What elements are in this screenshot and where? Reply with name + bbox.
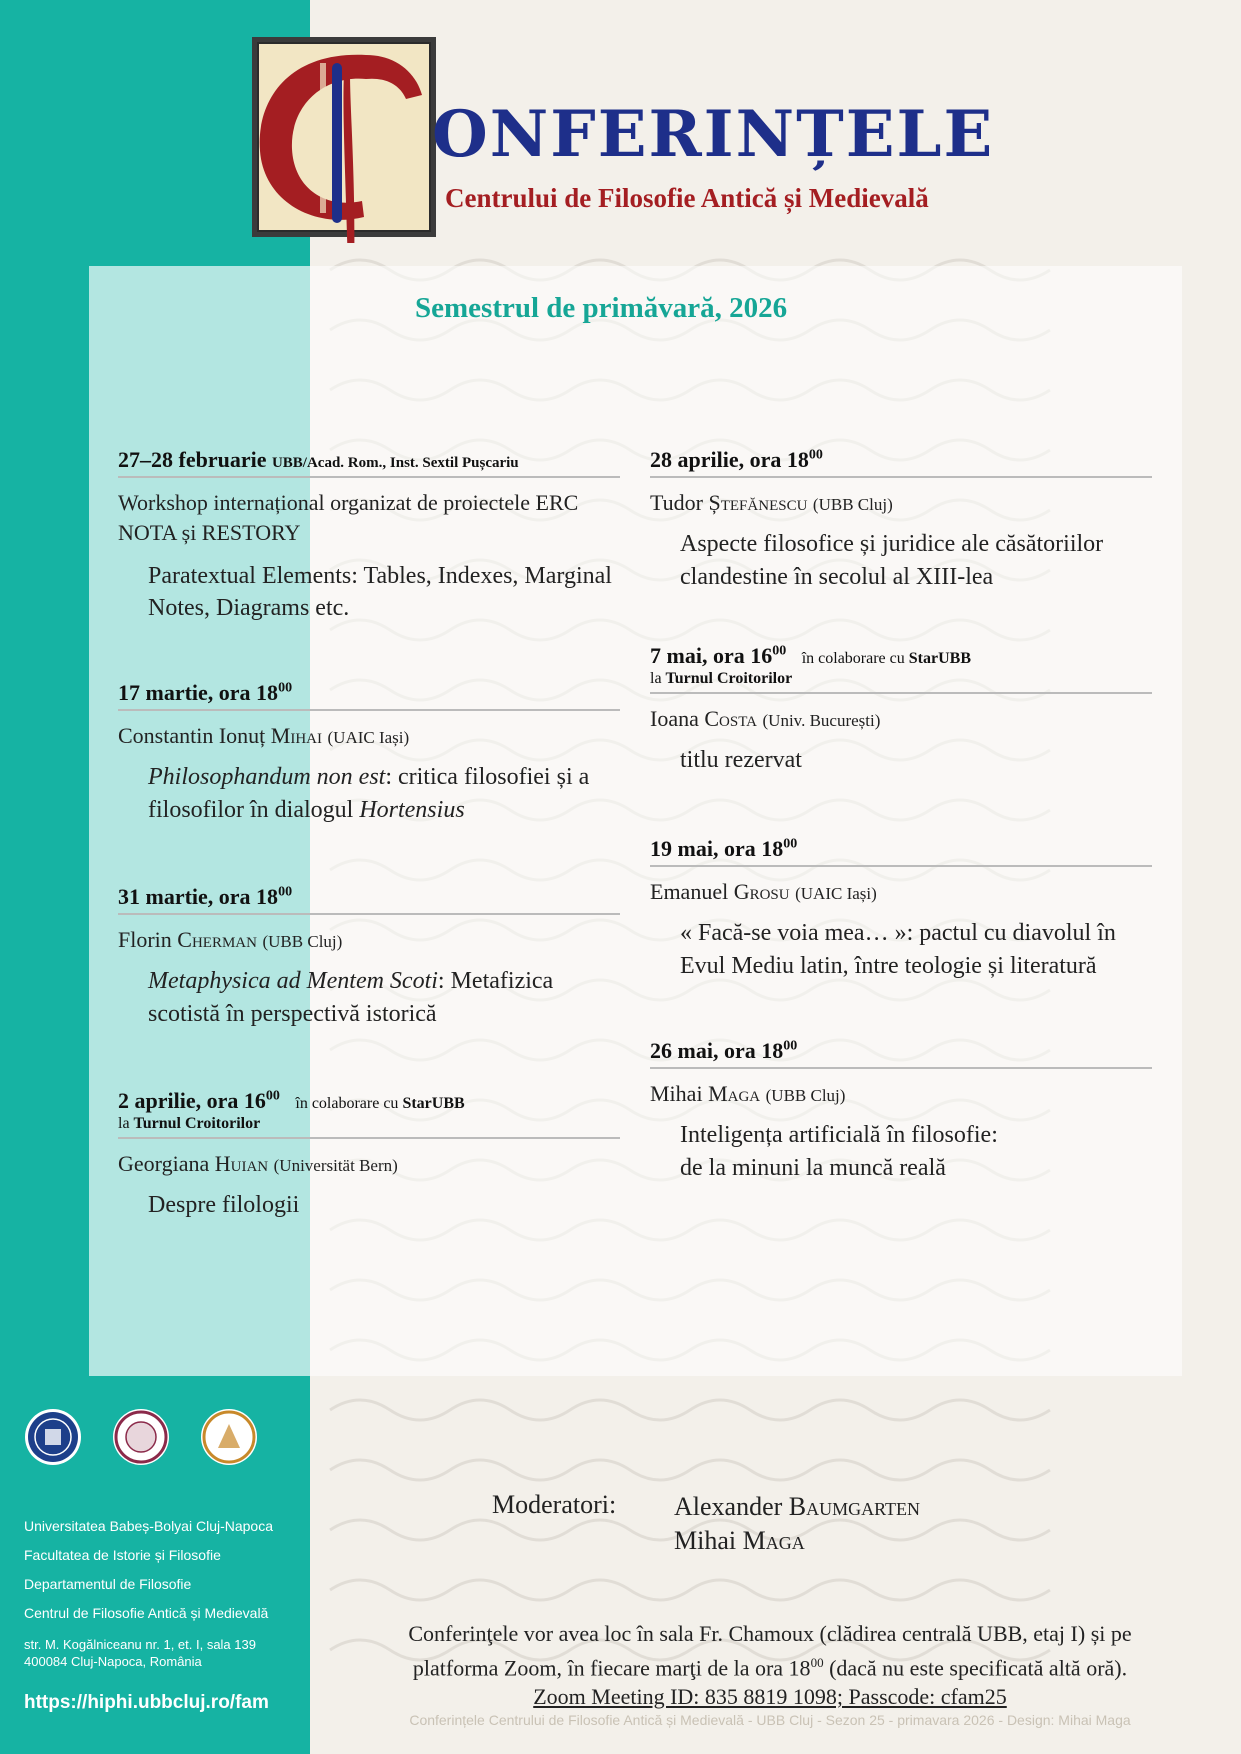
event-title-line: de la minuni la muncă reală xyxy=(680,1154,946,1181)
event-speaker xyxy=(118,723,620,749)
page-title: ONFERINȚELE xyxy=(432,97,995,172)
semester-heading: Semestrul de primăvară, 2026 xyxy=(415,292,788,324)
page-subtitle: Centrului de Filosofie Antică și Medievală xyxy=(445,183,929,213)
event-collab-note xyxy=(802,650,971,667)
venue-text: (dacă nu este specificată altă oră). xyxy=(823,1655,1128,1681)
event-place xyxy=(650,669,1152,688)
event-time-sup: 00 xyxy=(265,1088,280,1104)
website-link[interactable]: https://hiphi.ubbcluj.ro/fam xyxy=(24,1692,269,1713)
moderator xyxy=(674,1524,920,1558)
venue-text: platforma Zoom, în fiecare marţi de la ora 18 xyxy=(412,1655,811,1681)
collab-partner: StarUBB xyxy=(908,650,971,667)
speaker-first-name: Emanuel xyxy=(650,879,729,905)
place-prefix: la xyxy=(650,670,666,688)
event-date: 27–28 februarie xyxy=(118,447,267,472)
venue-info xyxy=(330,1619,1210,1711)
event-speaker xyxy=(650,879,1152,905)
event-time-sup: 00 xyxy=(783,836,798,852)
event-time-sup: 00 xyxy=(808,447,823,463)
event-speaker xyxy=(650,490,1152,516)
event-title: Despre filologii xyxy=(148,1191,300,1218)
moderators-label: Moderatori: xyxy=(492,1490,617,1519)
event-date-header xyxy=(118,447,620,478)
event-speaker xyxy=(118,927,620,953)
institution-faculty: Facultatea de Istorie și Filosofie xyxy=(24,1547,221,1563)
collab-partner: StarUBB xyxy=(402,1095,465,1112)
moderator-first-name: Alexander xyxy=(674,1492,783,1521)
institution-center: Centrul de Filosofie Antică și Medievală xyxy=(24,1605,269,1621)
venue-line xyxy=(330,1648,1210,1682)
event-date-header xyxy=(118,680,620,711)
place-name: Turnul Croitorilor xyxy=(133,1115,261,1133)
institution-department: Departamentul de Filosofie xyxy=(24,1576,192,1592)
event-date: 31 martie, ora 18 xyxy=(118,884,279,909)
event-title-text: : critica filosofiei și a filosofilor în dialogul xyxy=(148,764,590,823)
event-may-26 xyxy=(650,1038,1152,1184)
moderator xyxy=(674,1490,920,1524)
event-date-header xyxy=(650,1038,1152,1069)
speaker-last-name: Maga xyxy=(708,1081,761,1107)
speaker-affiliation: (Universität Bern) xyxy=(273,1155,398,1175)
speaker-affiliation: (UBB Cluj) xyxy=(812,495,893,515)
speaker-last-name: Costa xyxy=(704,705,758,731)
speaker-affiliation: (Univ. București) xyxy=(762,710,881,730)
event-date: 7 mai, ora 16 xyxy=(650,643,773,668)
place-prefix: la xyxy=(118,1115,134,1133)
event-title: Aspecte filosofice și juridice ale căsătoriilor clandestine în secolul al XIII-lea xyxy=(680,531,1104,590)
event-speaker xyxy=(118,1151,620,1177)
moderator-last-name: Maga xyxy=(742,1526,805,1555)
event-title-line: Inteligența artificială în filosofie: xyxy=(680,1122,998,1149)
event-date-header xyxy=(118,1088,620,1139)
place-name: Turnul Croitorilor xyxy=(665,670,793,688)
speaker-affiliation: (UBB Cluj) xyxy=(765,1086,846,1106)
speaker-affiliation: (UBB Cluj) xyxy=(262,932,343,952)
cfam-seal-icon xyxy=(200,1408,258,1466)
event-title-italic-2: Hortensius xyxy=(359,796,465,823)
zoom-meeting-link[interactable]: Zoom Meeting ID: 835 8819 1098; Passcode: cfam25 xyxy=(533,1684,1007,1710)
event-title: Paratextual Elements: Tables, Indexes, Marginal Notes, Diagrams etc. xyxy=(148,562,612,622)
collab-prefix: în colaborare cu xyxy=(295,1095,403,1112)
collab-prefix: în colaborare cu xyxy=(801,650,909,667)
event-date: 2 aprilie, ora 16 xyxy=(118,1088,266,1113)
speaker-last-name: Huian xyxy=(214,1150,269,1176)
speaker-last-name: Ștefănescu xyxy=(708,490,808,516)
speaker-last-name: Cherman xyxy=(177,927,257,953)
event-date-header xyxy=(650,447,1152,478)
event-title: « Facă-se voia mea… »: pactul cu diavolul în Evul Mediu latin, între teologie și literatură xyxy=(680,920,1116,979)
event-mar-31 xyxy=(118,884,620,1030)
event-date: 28 aprilie, ora 18 xyxy=(650,447,809,472)
event-date-header xyxy=(118,884,620,915)
event-description: Workshop internațional organizat de proiectele ERC NOTA și RESTORY xyxy=(118,490,579,546)
address-line: 400084 Cluj-Napoca, România xyxy=(24,1654,202,1669)
event-speaker xyxy=(650,706,1152,732)
event-date-header xyxy=(650,643,1152,694)
colophon: Conferințele Centrului de Filosofie Antică și Medievală - UBB Cluj - Sezon 25 - primavara 2026 - Design: Mihai Maga xyxy=(409,1712,1131,1728)
event-apr-2 xyxy=(118,1088,620,1221)
speaker-first-name: Ioana xyxy=(650,705,699,731)
address xyxy=(24,1636,273,1670)
event-title xyxy=(148,761,620,826)
event-date: 17 martie, ora 18 xyxy=(118,680,279,705)
speaker-last-name: Grosu xyxy=(733,879,790,905)
speaker-first-name: Georgiana xyxy=(118,1150,210,1176)
event-time-sup: 00 xyxy=(772,643,787,659)
speaker-first-name: Mihai xyxy=(650,1081,703,1107)
venue-time-sup: 00 xyxy=(810,1655,824,1670)
ubb-seal-icon xyxy=(24,1408,82,1466)
speaker-affiliation: (UAIC Iași) xyxy=(327,728,410,748)
event-collab-note xyxy=(295,1095,464,1112)
faculty-seal-icon xyxy=(112,1408,170,1466)
moderator-last-name: Baumgarten xyxy=(788,1492,921,1521)
institution-info xyxy=(24,1512,273,1717)
event-title-italic: Philosophandum non est xyxy=(148,764,386,791)
event-may-7 xyxy=(650,643,1152,776)
event-title: titlu rezervat xyxy=(680,746,802,773)
speaker-first-name: Florin xyxy=(118,927,172,953)
event-title-italic: Metaphysica ad Mentem Scoti xyxy=(148,968,438,995)
event-time-sup: 00 xyxy=(278,884,293,900)
event-date: 19 mai, ora 18 xyxy=(650,836,784,861)
event-date-header xyxy=(650,836,1152,867)
moderator-first-name: Mihai xyxy=(674,1526,737,1555)
event-mar-17 xyxy=(118,680,620,826)
event-apr-28 xyxy=(650,447,1152,593)
moderators-names xyxy=(674,1490,920,1558)
event-time-sup: 00 xyxy=(783,1038,798,1054)
event-place xyxy=(118,1114,620,1133)
event-location: UBB/Acad. Rom., Inst. Sextil Pușcariu xyxy=(271,455,519,471)
speaker-last-name: Mihai xyxy=(270,723,322,749)
address-line: str. M. Kogălniceanu nr. 1, et. I, sala 139 xyxy=(24,1637,256,1652)
event-title xyxy=(680,1119,1152,1184)
event-title xyxy=(148,965,620,1030)
institution-university: Universitatea Babeș-Bolyai Cluj-Napoca xyxy=(24,1518,274,1534)
speaker-affiliation: (UAIC Iași) xyxy=(795,884,877,904)
venue-line: Conferinţele vor avea loc în sala Fr. Chamoux (clădirea centrală UBB, etaj I) și pe xyxy=(408,1621,1132,1646)
illuminated-initial-c-icon xyxy=(246,33,440,243)
speaker-first-name: Constantin Ionuț xyxy=(118,723,266,749)
event-date: 26 mai, ora 18 xyxy=(650,1038,784,1063)
speaker-first-name: Tudor xyxy=(650,490,703,516)
event-title-text: : Metafizica scotistă în perspectivă istorică xyxy=(148,968,554,1027)
event-time-sup: 00 xyxy=(278,680,293,696)
event-feb-27 xyxy=(118,447,620,625)
event-speaker xyxy=(650,1081,1152,1107)
event-may-19 xyxy=(650,836,1152,982)
